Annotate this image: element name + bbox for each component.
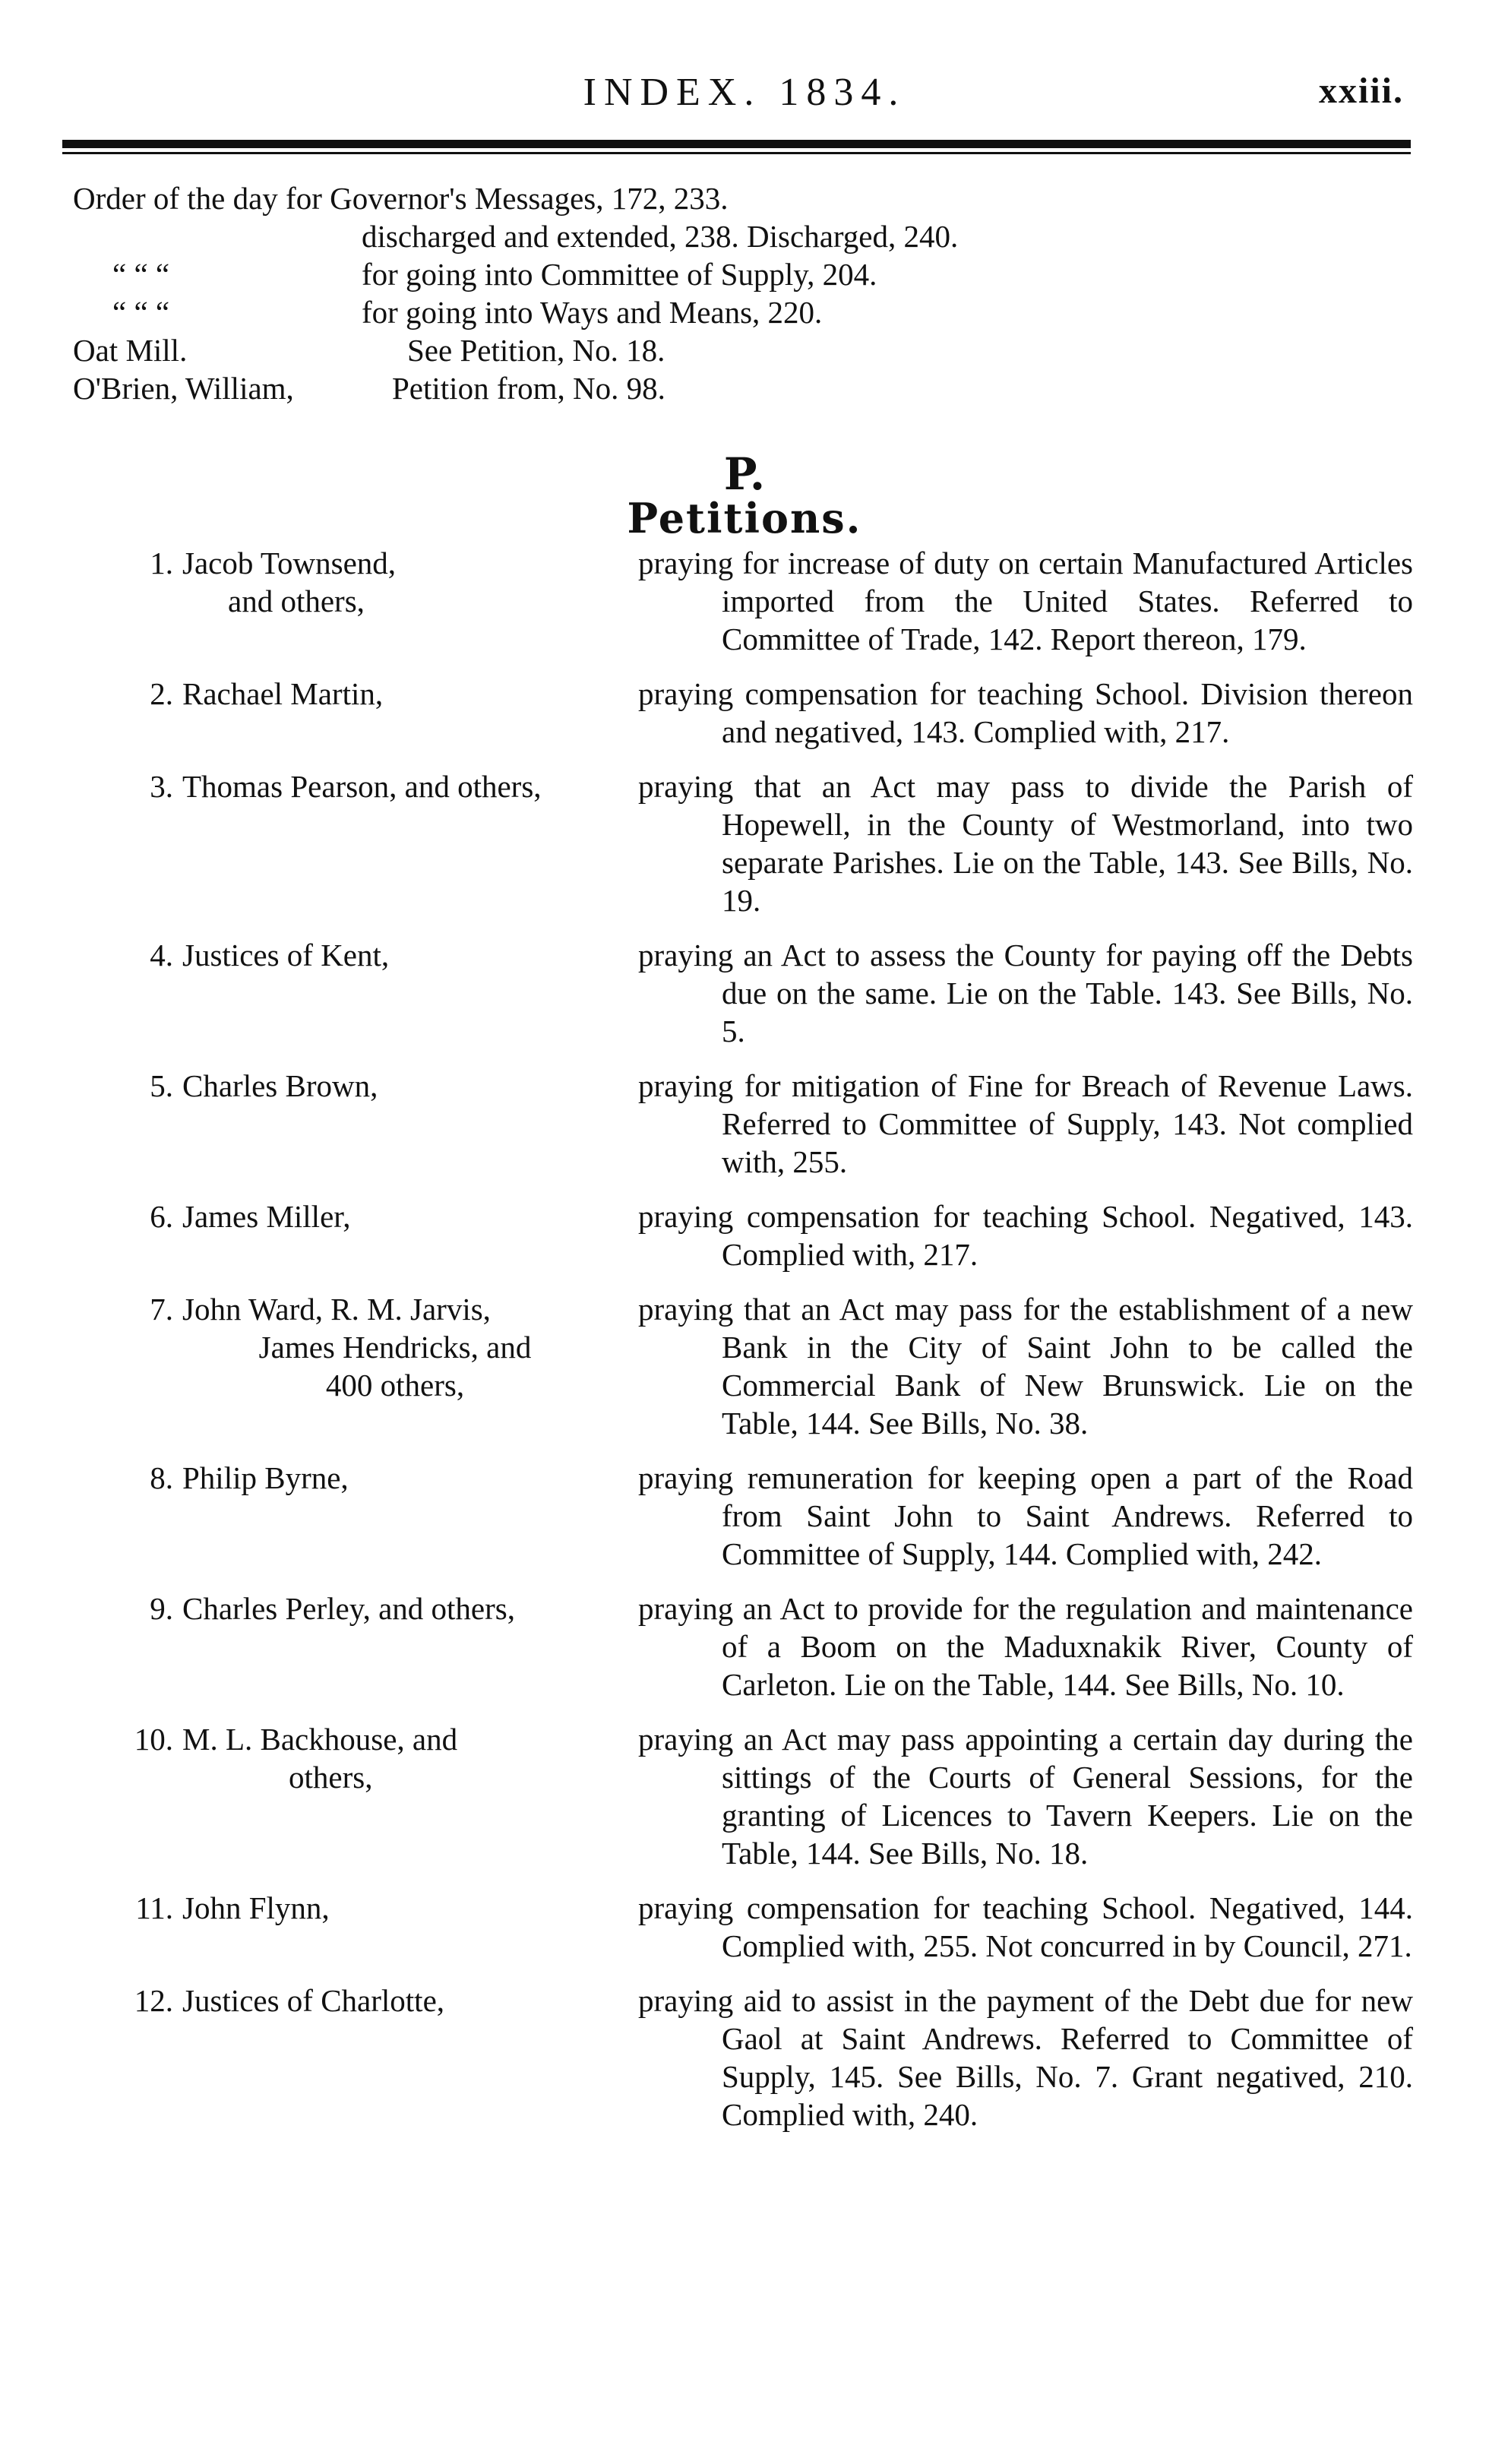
petition-entry (114, 1459, 1413, 1573)
petition-text: praying aid to assist in the payment of the Debt due for new Gaol at Saint Andrews. Referred to Committee of Supply, 145. See Bills, No. 7. Grant negatived, 210. Complied with, 240. (638, 1983, 1413, 2132)
o-entry (73, 293, 1410, 331)
petition-number: 1. (150, 546, 173, 580)
petitioner (182, 1459, 638, 1573)
o-entry (73, 179, 1410, 217)
petition-text: praying remuneration for keeping open a part of the Road from Saint John to Saint Andrews. Referred to Committee of Supply, 144. Complied with, 242. (638, 1460, 1413, 1571)
petitioner (182, 675, 638, 751)
petition-number: 2. (150, 676, 173, 711)
petition-entry (114, 544, 1413, 658)
petitioner-name: Rachael Martin, (182, 676, 384, 711)
petitioner (182, 544, 638, 658)
petition-entry (114, 1889, 1413, 1965)
petitioner-name: Charles Brown, (182, 1068, 378, 1103)
section-letter: P. (723, 448, 766, 500)
petitioner-name: James Miller, (182, 1199, 351, 1234)
page-number: xxiii. (1318, 71, 1404, 111)
running-header (0, 70, 1489, 123)
petitioner-name: Jacob Townsend, (182, 546, 397, 580)
header-rule-thin (62, 152, 1411, 154)
petitioner (182, 767, 638, 919)
o-entry-detail: Petition from, No. 98. (392, 371, 665, 406)
section-heading: Petitions. (627, 494, 862, 542)
petition-number: 3. (150, 769, 173, 804)
o-entry (73, 217, 1410, 255)
o-entry-detail: for going into Ways and Means, 220. (362, 295, 823, 330)
petitioner-name: M. L. Backhouse, and (182, 1722, 458, 1757)
petitioner-name: Philip Byrne, (182, 1460, 349, 1495)
petition-number: 9. (150, 1591, 173, 1626)
petition-text: praying compensation for teaching School. Negatived, 144. Complied with, 255. Not concurred in by Council, 271. (638, 1890, 1413, 1963)
o-entry-detail: for going into Committee of Supply, 204. (362, 257, 877, 292)
petition-text: praying for mitigation of Fine for Breach of Revenue Laws. Referred to Committee of Supply, 143. Not complied with, 255. (638, 1068, 1413, 1179)
petition-text: praying that an Act may pass to divide the Parish of Hopewell, in the County of Westmorland, into two separate Parishes. Lie on the Table, 143. See Bills, No. 19. (638, 769, 1413, 918)
ditto-marks: “ “ “ (112, 295, 170, 330)
petitioner-name-cont: James Hendricks, and 400 others, (258, 1330, 532, 1403)
o-entry (73, 255, 1410, 293)
petition-text: praying compensation for teaching School. Negatived, 143. Complied with, 217. (638, 1199, 1413, 1272)
o-entry (73, 331, 1410, 369)
o-entry-detail: See Petition, No. 18. (407, 333, 665, 368)
petitioner-name: Justices of Kent, (182, 938, 390, 973)
ditto-marks: “ “ “ (112, 257, 170, 292)
petition-number: 4. (150, 938, 173, 973)
petition-entry (114, 1067, 1413, 1181)
petition-text: praying for increase of duty on certain Manufactured Articles imported from the United States. Referred to Committee of Trade, 142. Report thereon, 179. (638, 546, 1413, 656)
petitioner-name: John Flynn, (182, 1890, 330, 1925)
o-entry (73, 369, 1410, 407)
o-entry-text: Order of the day for Governor's Messages, 172, 233. (73, 181, 729, 216)
petition-entry (114, 767, 1413, 919)
petitioner (182, 936, 638, 1050)
o-entries-list (73, 179, 1410, 407)
petitioner (182, 1982, 638, 2133)
petition-text: praying an Act to assess the County for paying off the Debts due on the same. Lie on the Table. 143. See Bills, No. 5. (638, 938, 1413, 1049)
petitioner-name: John Ward, R. M. Jarvis, (182, 1292, 491, 1327)
petitioner-name: Charles Perley, and others, (182, 1591, 515, 1626)
petitioner (182, 1889, 638, 1965)
petitions-list (114, 544, 1413, 2150)
petition-text: praying compensation for teaching School. Division thereon and negatived, 143. Complied with, 217. (638, 676, 1413, 749)
petition-number: 11. (135, 1890, 173, 1925)
petition-number: 12. (134, 1983, 173, 2018)
petitioner-name-cont: and others, (228, 584, 365, 618)
petitioner-name: Thomas Pearson, and others, (182, 769, 542, 804)
petition-entry (114, 1982, 1413, 2133)
petition-number: 7. (150, 1292, 173, 1327)
petition-text: praying an Act to provide for the regulation and maintenance of a Boom on the Maduxnakik River, County of Carleton. Lie on the Table, 144. See Bills, No. 10. (638, 1591, 1413, 1702)
petition-number: 8. (150, 1460, 173, 1495)
petition-entry (114, 675, 1413, 751)
petition-number: 6. (150, 1199, 173, 1234)
o-entry-term: O'Brien, William, (73, 371, 294, 406)
petition-number: 5. (150, 1068, 173, 1103)
petitioner (182, 1067, 638, 1181)
petition-entry (114, 1720, 1413, 1872)
petitioner (182, 1197, 638, 1273)
petition-text: praying that an Act may pass for the establishment of a new Bank in the City of Saint John to be called the Commercial Bank of New Brunswick. Lie on the Table, 144. See Bills, No. 38. (638, 1292, 1413, 1441)
o-entry-term: Oat Mill. (73, 333, 188, 368)
running-title: INDEX. 1834. (583, 71, 906, 114)
petitioner (182, 1290, 638, 1442)
o-entry-detail: discharged and extended, 238. Discharged, 240. (362, 219, 959, 254)
petition-entry (114, 936, 1413, 1050)
header-rule-thick (62, 140, 1411, 148)
petition-number: 10. (134, 1722, 173, 1757)
petition-entry (114, 1290, 1413, 1442)
petition-text: praying an Act may pass appointing a certain day during the sittings of the Courts of General Sessions, for the granting of Licences to Tavern Keepers. Lie on the Table, 144. See Bills, No. 18. (638, 1722, 1413, 1871)
petition-entry (114, 1589, 1413, 1703)
petitioner (182, 1589, 638, 1703)
petition-entry (114, 1197, 1413, 1273)
petitioner (182, 1720, 638, 1872)
petitioner-name-cont: others, (289, 1760, 373, 1795)
petitioner-name: Justices of Charlotte, (182, 1983, 445, 2018)
